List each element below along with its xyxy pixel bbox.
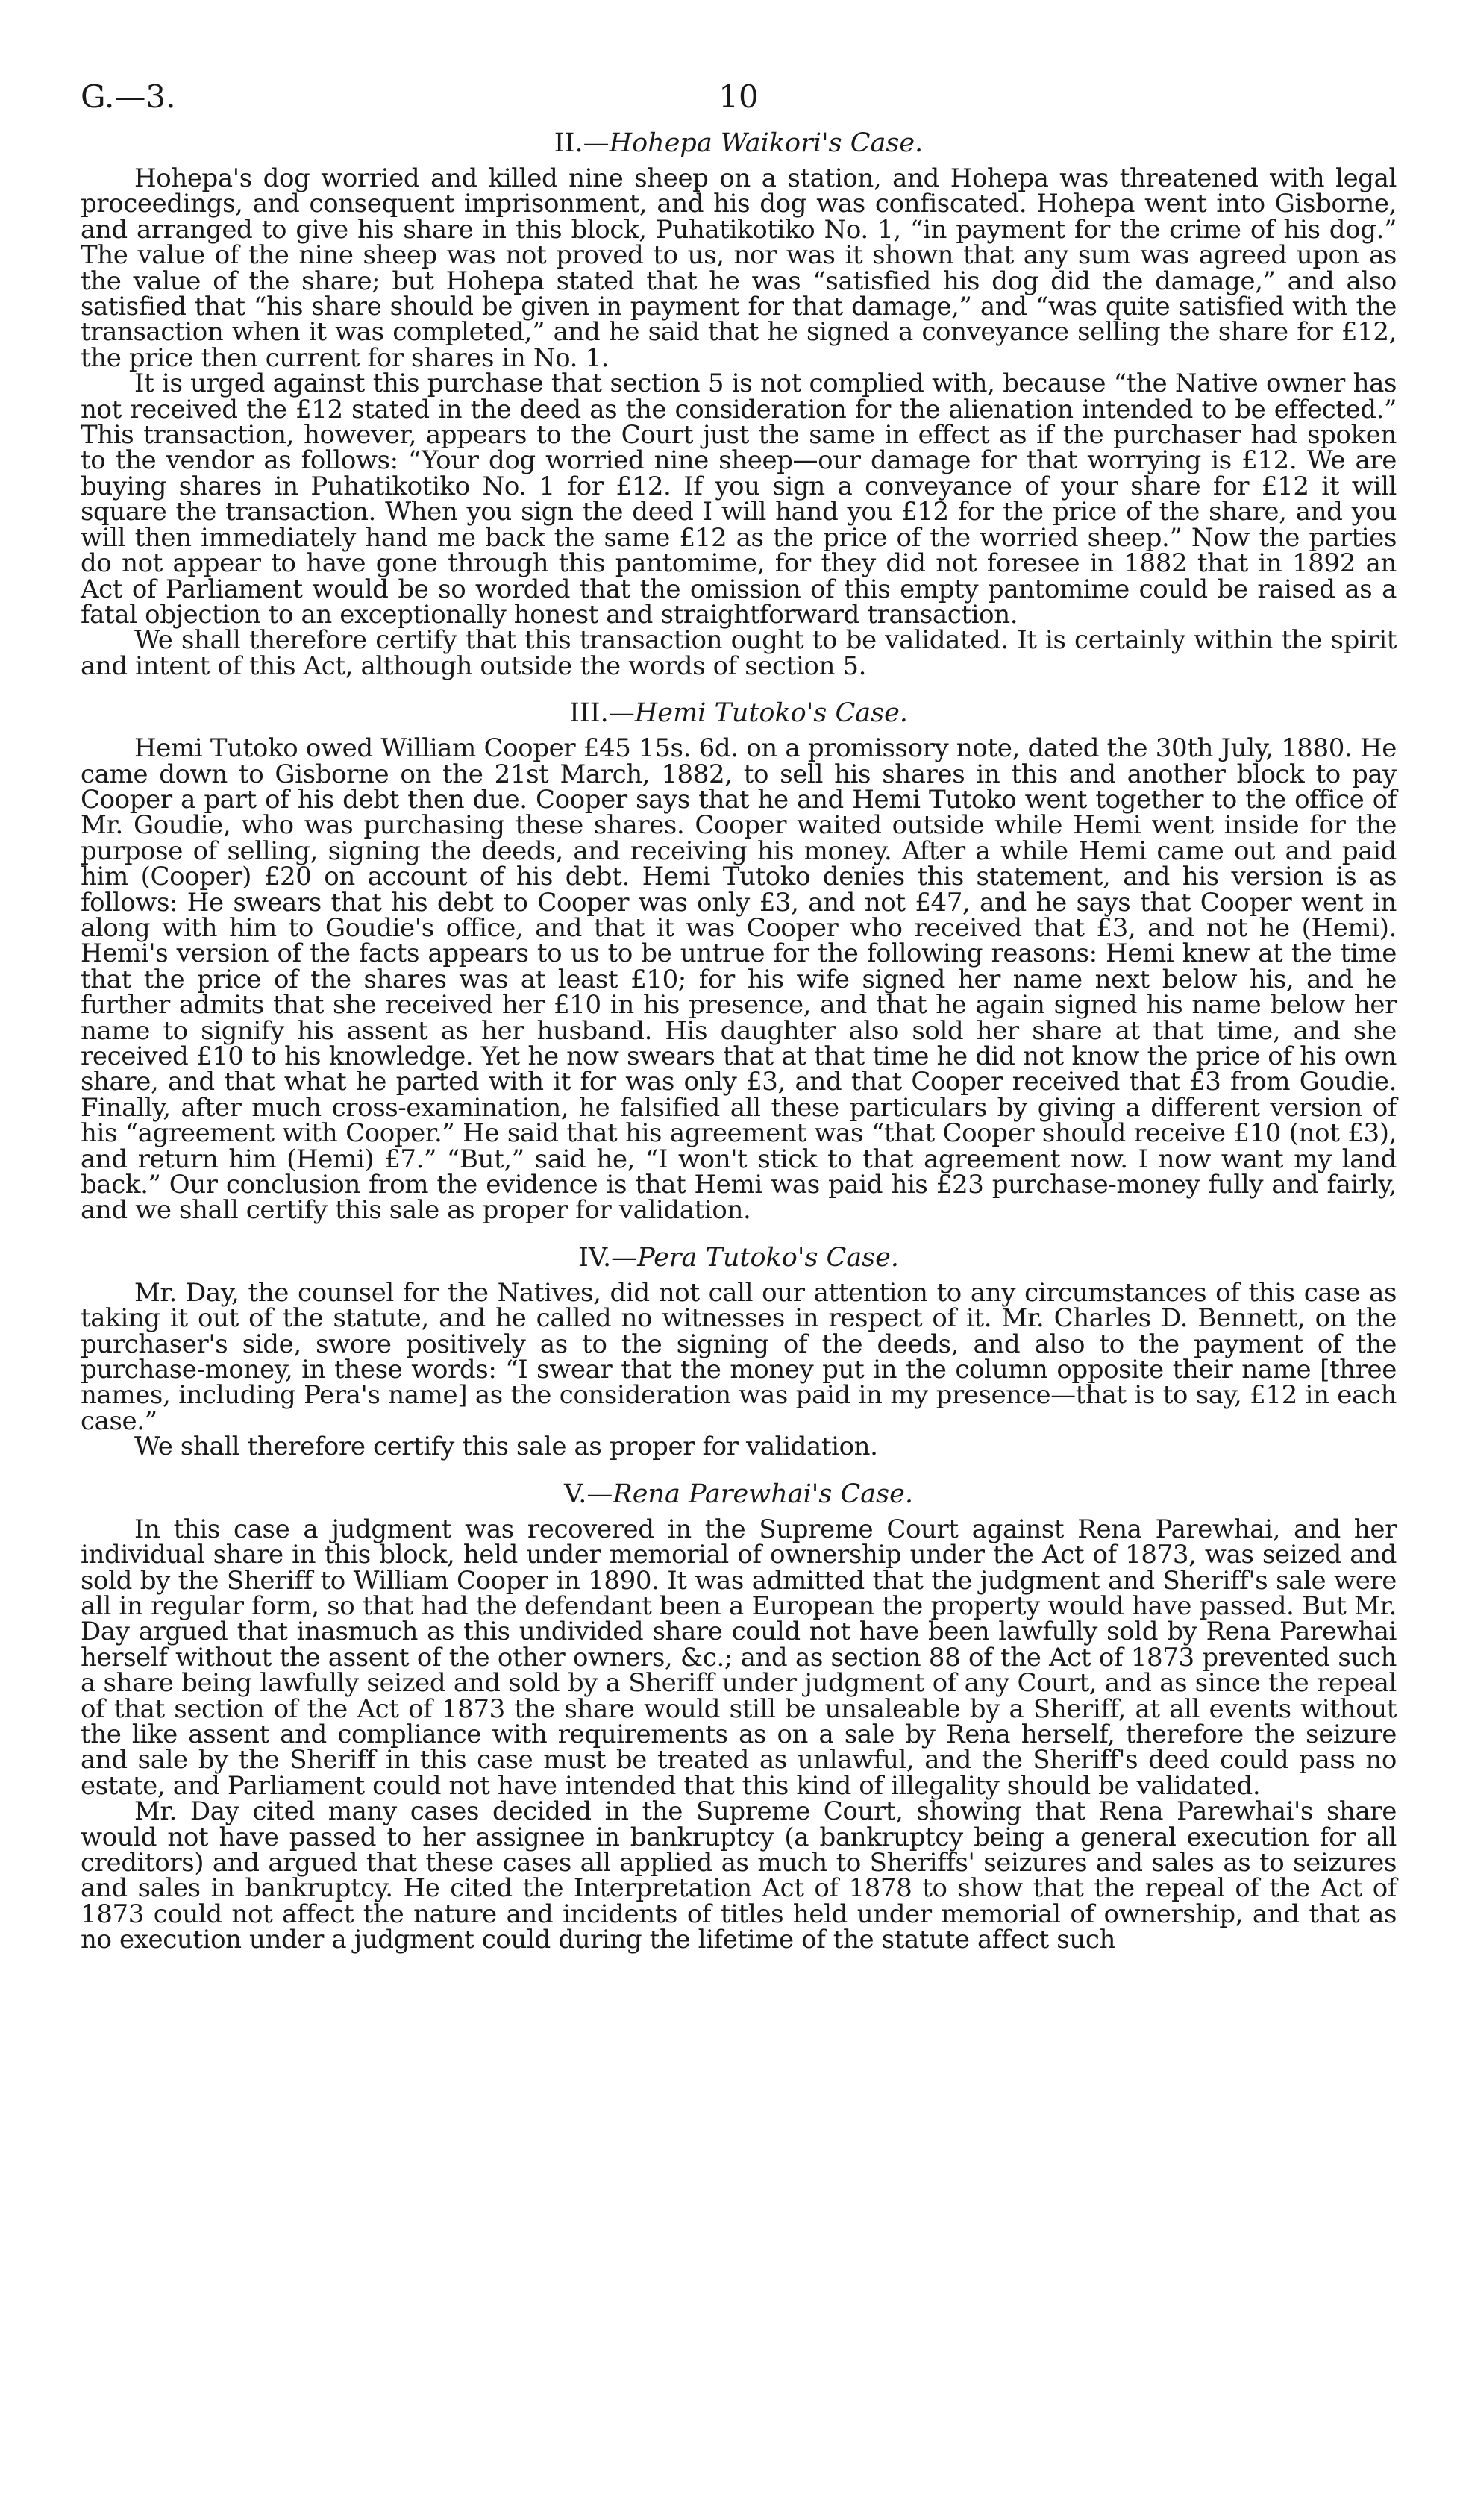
paragraph: In this case a judgment was recovered in the Supreme Court against Rena Parewhai, and her individual share in this block, held under memorial of ownership under the Act of 1873, was seized and sold by the Sheriff to William Cooper in 1890. It was admitted that the judgment and Sheriff's sale were all in regular form, so that had the defendant been a European the property would have passed. But Mr. Day argued that inasmuch as this undivided share could not have been lawfully sold by Rena Parewhai herself without the assent of the other owners, &c.; and as section 88 of the Act of 1873 prevented such a share being lawfully seized and sold by a Sheriff under judgment of any Court, and as since the repeal of that section of the Act of 1873 the share would still be unsaleable by a Sheriff, at all events without the like assent and compliance with requirements as on a sale by Rena herself, therefore the seizure and sale by the Sheriff in this case must be treated as unlawful, and the Sheriff's deed could pass no estate, and Parliament could not have intended that this kind of illegality should be validated. (81, 1514, 1397, 1801)
page-number: 10 (718, 78, 759, 115)
section-pera-tutoko (81, 1241, 1397, 1460)
section-title: Hohepa Waikori's Case. (609, 128, 924, 158)
section-heading (81, 1241, 1397, 1274)
paragraph: We shall therefore certify this sale as proper for validation. (134, 1432, 878, 1462)
section-heading (81, 1478, 1397, 1511)
paragraph: It is urged against this purchase that section 5 is not complied with, because “the Native owner has not received the £12 stated in the deed as the consideration for the alienation intended to be effected.” This transaction, however, appears to the Court just the same in effect as if the purchaser had spoken to the vendor as follows: “Your dog worried nine sheep—our damage for that worrying is £12. We are buying shares in Puhatikotiko No. 1 for £12. If you sign a conveyance of your share for £12 it will square the transaction. When you sign the deed I will hand you £12 for the price of the share, and you will then immediately hand me back the same £12 as the price of the worried sheep.” Now the parties do not appear to have gone through this pantomime, for they did not foresee in 1882 that in 1892 an Act of Parliament would be so worded that the omission of this empty pantomime could be raised as a fatal objection to an exceptionally honest and straightforward transaction. (81, 369, 1397, 630)
section-title: Pera Tutoko's Case. (637, 1242, 899, 1273)
section-heading (81, 697, 1397, 730)
section-hemi-tutoko (81, 697, 1397, 1226)
section-numeral: V.— (564, 1479, 613, 1509)
section-hohepa-waikori (81, 127, 1397, 679)
paragraph: Hemi Tutoko owed William Cooper £45 15s. 6d. on a promissory note, dated the 30th July, 1880. He came down to Gisborne on the 21st March, 1882, to sell his shares in this and another block to pay Cooper a part of his debt then due. Cooper says that he and Hemi Tutoko went together to the office of Mr. Goudie, who was purchasing these shares. Cooper waited outside while Hemi went inside for the purpose of selling, signing the deeds, and receiving his money. After a while Hemi came out and paid him (Cooper) £20 on account of his debt. Hemi Tutoko denies this statement, and his version is as follows: He swears that his debt to Cooper was only £3, and not £47, and he says that Cooper went in along with him to Goudie's office, and that it was Cooper who received that £3, and not he (Hemi). Hemi's version of the facts appears to us to be untrue for the following reasons: Hemi knew at the time that the price of the shares was at least £10; for his wife signed her name next below his, and he further admits that she received her £10 in his presence, and that he again signed his name below her name to signify his assent as her husband. His daughter also sold her share at that time, and she received £10 to his knowledge. Yet he now swears that at that time he did not know the price of his own share, and that what he parted with it for was only £3, and that Cooper received that £3 from Goudie. Finally, after much cross-examination, he falsified all these particulars by giving a different version of his “agreement with Cooper.” He said that his agreement was “that Cooper should receive £10 (not £3), and return him (Hemi) £7.” “But,” said he, “I won't stick to that agreement now. I now want my land back.” Our conclusion from the evidence is that Hemi was paid his £23 purchase-money fully and fairly, and we shall certify this sale as proper for validation. (81, 733, 1397, 1226)
paragraph: Mr. Day, the counsel for the Natives, did not call our attention to any circumstances of this case as taking it out of the statute, and he called no witnesses in respect of it. Mr. Charles D. Bennett, on the purchaser's side, swore positively as to the signing of the deeds, and also to the payment of the purchase-money, in these words: “I swear that the money put in the column opposite their name [three names, including Pera's name] as the consideration was paid in my presence—that is to say, £12 in each case.” (81, 1277, 1397, 1436)
section-numeral: IV.— (578, 1242, 638, 1273)
section-spacer (81, 1460, 1397, 1478)
section-spacer (81, 1223, 1397, 1241)
section-rena-parewhai (81, 1478, 1397, 1953)
paragraph: Hohepa's dog worried and killed nine sheep on a station, and Hohepa was threatened with legal proceedings, and consequent imprisonment, and his dog was confiscated. Hohepa went into Gisborne, and arranged to give his share in this block, Puhatikotiko No. 1, “in payment for the crime of his dog.” The value of the nine sheep was not proved to us, nor was it shown that any sum was agreed upon as the value of the share; but Hohepa stated that he was “satisfied his dog did the damage,” and also satisfied that “his share should be given in payment for that damage,” and “was quite satisfied with the transaction when it was completed,” and he said that he signed a conveyance selling the share for £12, the price then current for shares in No. 1. (81, 163, 1397, 373)
section-heading (81, 127, 1397, 160)
section-numeral: II.— (554, 128, 610, 158)
paragraph: We shall therefore certify that this transaction ought to be validated. It is certainly within the spirit and intent of this Act, although outside the words of section 5. (81, 625, 1397, 681)
section-spacer (81, 679, 1397, 697)
section-title: Rena Parewhai's Case. (613, 1479, 913, 1509)
document-page (81, 75, 1397, 1953)
document-reference: G.—3. (81, 78, 176, 115)
page-header (81, 75, 1397, 127)
paragraph: Mr. Day cited many cases decided in the Supreme Court, showing that Rena Parewhai's share would not have passed to her assignee in bankruptcy (a bankruptcy being a general execution for all creditors) and argued that these cases all applied as much to Sheriffs' seizures and sales as to seizures and sales in bankruptcy. He cited the Interpretation Act of 1878 to show that the repeal of the Act of 1873 could not affect the nature and incidents of titles held under memorial of ownership, and that as no execution under a judgment could during the lifetime of the statute affect such (81, 1796, 1397, 1955)
section-numeral: III.— (569, 698, 635, 729)
section-title: Hemi Tutoko's Case. (634, 698, 908, 729)
